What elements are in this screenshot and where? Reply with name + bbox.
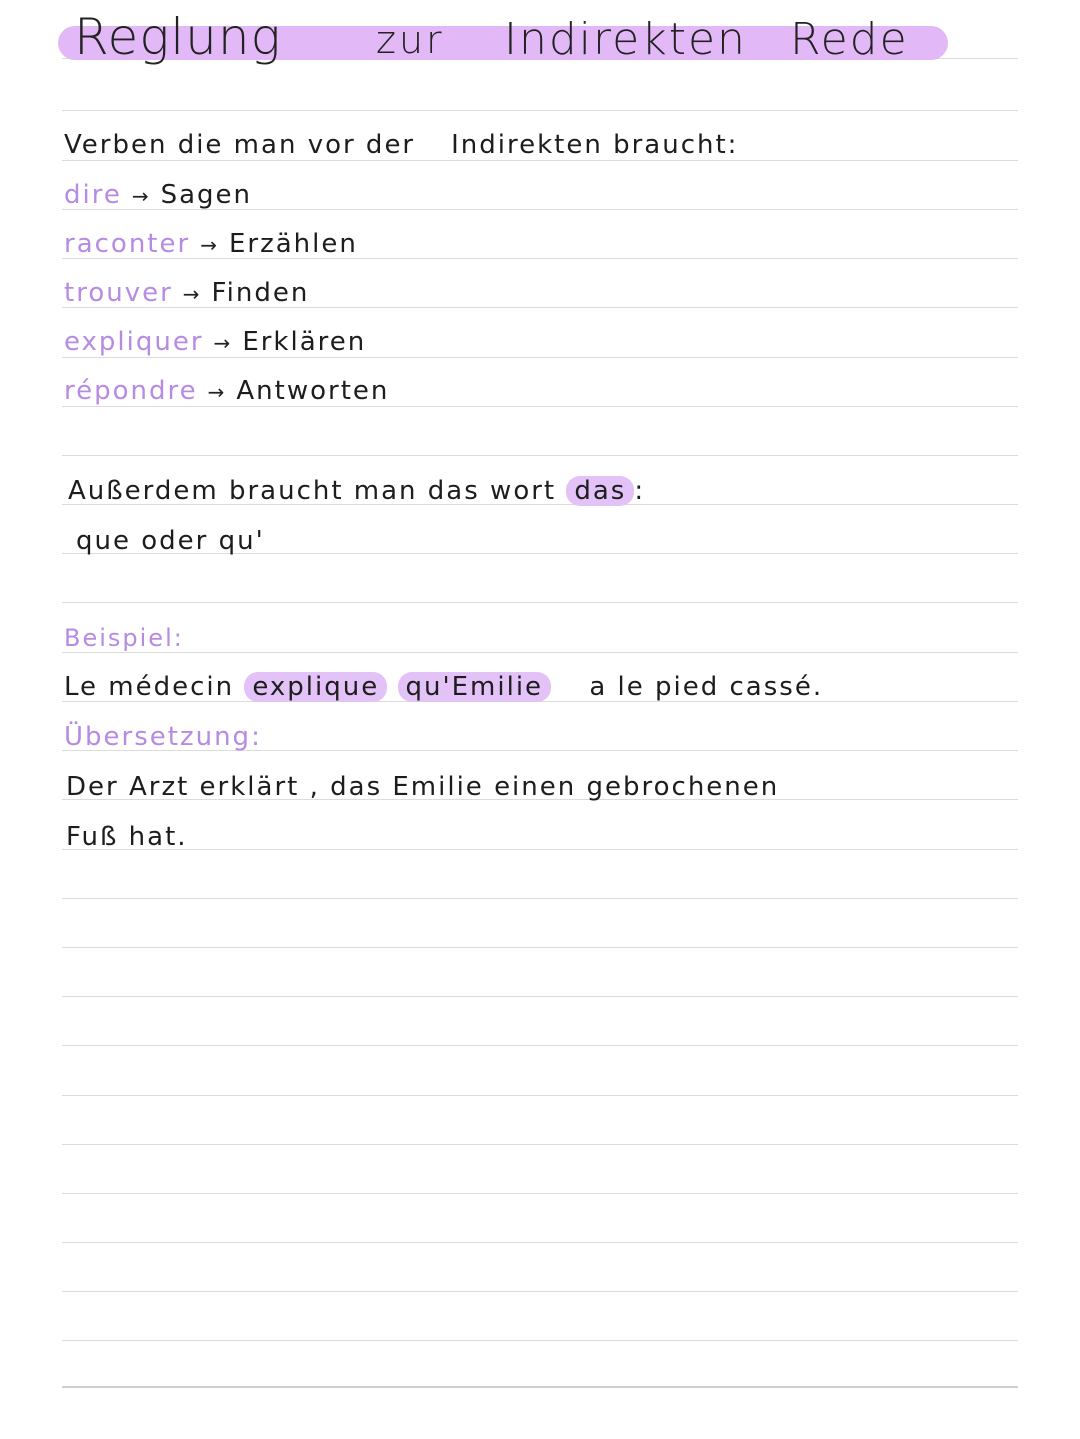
- ruled-line-bottom: [62, 1386, 1018, 1388]
- ruled-line: [62, 652, 1018, 653]
- translation-line: Fuß hat.: [66, 822, 188, 852]
- page-title-word: Rede: [790, 14, 909, 65]
- ausserdem-line: [68, 476, 645, 506]
- que-line: [76, 526, 265, 556]
- ruled-line: [62, 406, 1018, 407]
- verb-item: [64, 327, 366, 357]
- arrow-icon: →: [200, 233, 219, 257]
- verb-item: [64, 180, 252, 210]
- verb-french: dire: [64, 180, 122, 210]
- ruled-line: [62, 160, 1018, 161]
- ruled-line: [62, 898, 1018, 899]
- sentence-text: a le pied cassé.: [589, 672, 824, 702]
- ruled-line: [62, 849, 1018, 850]
- page-title-word: Reglung: [74, 8, 282, 66]
- verb-german: Finden: [211, 278, 310, 308]
- arrow-icon: →: [131, 184, 151, 208]
- verb-french: répondre: [64, 376, 198, 406]
- ruled-line: [62, 1144, 1018, 1145]
- example-sentence: [64, 672, 823, 702]
- verb-item: [64, 376, 389, 406]
- ruled-line: [62, 947, 1018, 948]
- verb-item: [64, 278, 309, 308]
- arrow-icon: →: [207, 380, 227, 404]
- ruled-line: [62, 1193, 1018, 1194]
- ruled-line: [62, 455, 1018, 456]
- que-text: que oder qu': [76, 526, 265, 556]
- ruled-line: [62, 1095, 1018, 1096]
- verb-german: Antworten: [236, 376, 390, 406]
- verb-german: Erzählen: [228, 229, 358, 259]
- verb-french: raconter: [64, 229, 191, 259]
- page-title-word: Indirekten: [504, 14, 747, 65]
- ruled-line: [62, 602, 1018, 603]
- ausserdem-text: Außerdem braucht man das wort: [68, 476, 557, 506]
- translation-line: Der Arzt erklärt , das Emilie einen gebrochenen: [66, 772, 780, 802]
- intro-line: [64, 130, 738, 160]
- example-label: Beispiel:: [64, 624, 184, 652]
- intro-text: Indirekten braucht:: [451, 130, 739, 160]
- verb-french: expliquer: [64, 327, 204, 357]
- verb-french: trouver: [64, 278, 173, 308]
- page-title-word: zur: [376, 18, 445, 62]
- ruled-line: [62, 1291, 1018, 1292]
- ruled-line: [62, 1242, 1018, 1243]
- ruled-line: [62, 996, 1018, 997]
- ruled-line: [62, 1045, 1018, 1046]
- highlighted-verb: explique: [244, 672, 387, 702]
- ruled-line: [62, 357, 1018, 358]
- verb-german: Erklären: [242, 327, 367, 357]
- colon: :: [634, 476, 646, 506]
- ruled-line: [62, 1340, 1018, 1341]
- arrow-icon: →: [213, 331, 233, 355]
- sentence-text: Le médecin: [64, 672, 235, 702]
- intro-text: Verben die man vor der: [64, 130, 416, 160]
- verb-german: Sagen: [160, 180, 253, 210]
- highlighted-word: das: [566, 476, 634, 506]
- ruled-line: [62, 110, 1018, 111]
- verb-item: [64, 229, 358, 259]
- highlighted-que: qu'Emilie: [398, 672, 552, 702]
- translation-label: Übersetzung:: [64, 722, 262, 752]
- arrow-icon: →: [182, 282, 202, 306]
